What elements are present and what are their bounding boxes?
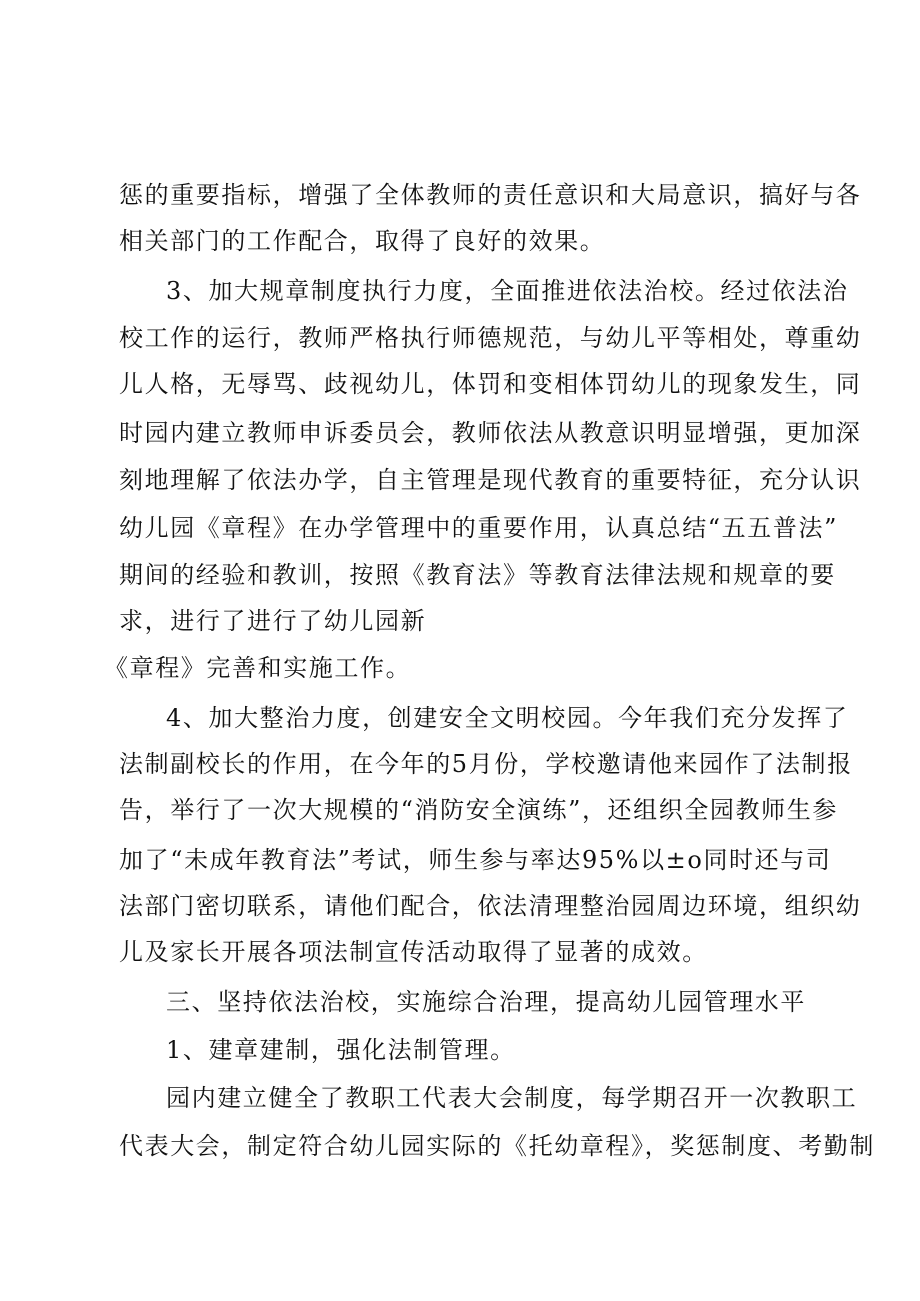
text-line-15: 加了“未成年教育法”考试，师生参与率达95%以±o同时还与司	[119, 846, 832, 874]
text-line-13: 法制副校长的作用，在今年的5月份，学校邀请他来园作了法制报	[119, 750, 853, 778]
text-line-20: 园内建立健全了教职工代表大会制度，每学期召开一次教职工	[166, 1084, 858, 1112]
text-line-21: 代表大会，制定符合幼儿园实际的《托幼章程》，奖惩制度、考勤制	[119, 1132, 875, 1160]
text-line-18: 三、坚持依法治校，实施综合治理，提高幼儿园管理水平	[166, 988, 806, 1016]
text-line-8: 幼儿园《章程》在办学管理中的重要作用，认真总结“五五普法”	[119, 514, 838, 542]
text-line-17: 儿及家长开展各项法制宣传活动取得了显著的成效。	[119, 938, 708, 966]
text-line-6: 时园内建立教师申诉委员会，教师依法从教意识明显增强，更加深	[119, 419, 862, 447]
text-line-3: 3、加大规章制度执行力度，全面推进依法治校。经过依法治	[166, 277, 849, 305]
text-line-5: 儿人格，无辱骂、歧视幼儿，体罚和变相体罚幼儿的现象发生，同	[119, 370, 862, 398]
text-line-1: 惩的重要指标，增强了全体教师的责任意识和大局意识，搞好与各	[119, 181, 862, 209]
text-line-10: 求，进行了进行了幼儿园新	[119, 607, 427, 635]
text-line-11: 《章程》完善和实施工作。	[104, 654, 412, 682]
text-line-16: 法部门密切联系，请他们配合，依法清理整治园周边环境，组织幼	[119, 892, 862, 920]
text-line-2: 相关部门的工作配合，取得了良好的效果。	[119, 227, 606, 255]
text-line-7: 刻地理解了依法办学，自主管理是现代教育的重要特征，充分认识	[119, 466, 862, 494]
text-line-9: 期间的经验和教训，按照《教育法》等教育法律法规和规章的要	[119, 561, 836, 589]
text-line-12: 4、加大整治力度，创建安全文明校园。今年我们充分发挥了	[166, 704, 849, 732]
text-line-14: 告，举行了一次大规模的“消防安全演练”，还组织全园教师生参	[119, 796, 838, 824]
text-line-19: 1、建章建制，强化法制管理。	[166, 1036, 516, 1064]
text-line-4: 校工作的运行，教师严格执行师德规范，与幼儿平等相处，尊重幼	[119, 324, 862, 352]
